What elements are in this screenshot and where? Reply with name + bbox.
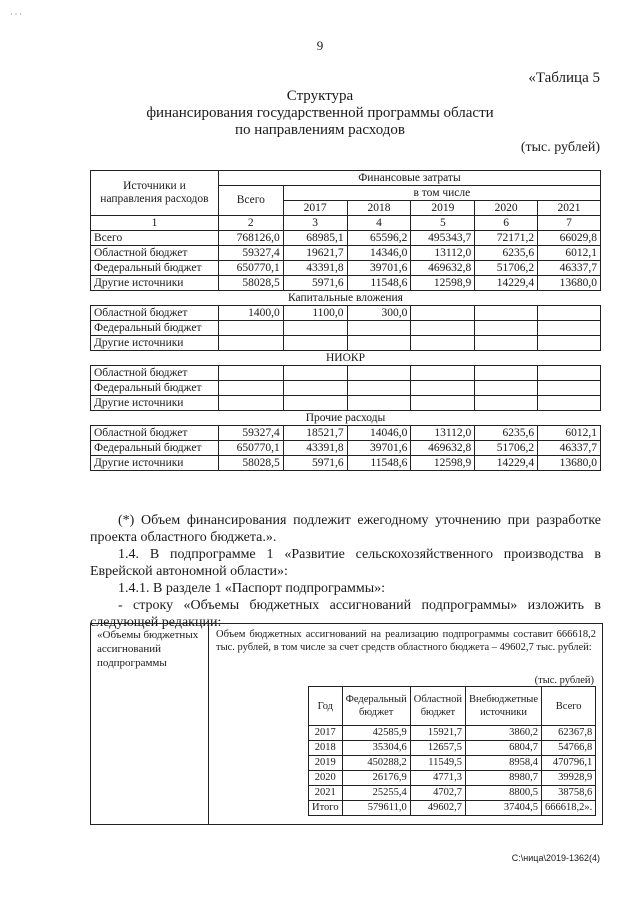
cell-value: 6012,1 [538,426,601,441]
cell-fed: 26176,9 [342,771,410,786]
cell-value: 13112,0 [411,426,475,441]
table-row [91,366,601,381]
page-number: 9 [316,38,324,53]
cell-value: 58028,5 [218,456,283,471]
cell-total: 62367,8 [542,726,596,741]
cell-value: 300,0 [347,306,411,321]
cell-value [538,336,601,351]
financing-structure-table [90,170,601,471]
cell-value [411,366,475,381]
cell-value [283,336,347,351]
cell-value: 19621,7 [283,246,347,261]
row-label: Областной бюджет [91,366,219,381]
column-number: 4 [347,216,411,231]
table-row [309,741,596,756]
table-row [91,321,601,336]
cell-value [411,396,475,411]
cell-value [538,381,601,396]
header-year: 2018 [347,201,411,216]
cell-value [347,366,411,381]
cell-obl: 4702,7 [410,786,465,801]
cell-value: 43391,8 [283,441,347,456]
header-year: Год [309,687,343,726]
cell-value: 13680,0 [538,456,601,471]
row-label: Областной бюджет [91,246,219,261]
paragraph-section: 1.4.1. В разделе 1 «Паспорт подпрограммы»: [118,581,386,596]
cell-value: 13680,0 [538,276,601,291]
cell-value: 5971,6 [283,456,347,471]
table-row [91,396,601,411]
cell-year: 2020 [309,771,343,786]
table-row [91,441,601,456]
header-financial-costs: Финансовые затраты [218,171,600,186]
cell-vne: 3860,2 [466,726,542,741]
table-row [309,756,596,771]
paragraph-subprogram: 1.4. В подпрограмме 1 «Развитие сельскохозяйственного производства в Еврейской автономной области»: [90,547,601,579]
cell-total: 39928,9 [542,771,596,786]
column-number: 6 [475,216,538,231]
cell-value [283,396,347,411]
paragraph-row-change: - строку «Объемы бюджетных ассигнований подпрограммы» изложить в следующей редакции: [90,598,601,630]
column-number: 3 [283,216,347,231]
row-label: Всего [91,231,219,246]
cell-year: 2017 [309,726,343,741]
cell-value [475,381,538,396]
cell-value [538,396,601,411]
row-label: Федеральный бюджет [91,441,219,456]
cell-value [538,366,601,381]
cell-value: 59327,4 [218,426,283,441]
table-row [91,456,601,471]
cell-value: 46337,7 [538,261,601,276]
cell-value: 39701,6 [347,441,411,456]
cell-total: 54766,8 [542,741,596,756]
cell-year: Итого [309,801,343,816]
header-regional: Областной бюджет [410,687,465,726]
cell-vne: 8980,7 [466,771,542,786]
column-number: 7 [538,216,601,231]
cell-value: 1100,0 [283,306,347,321]
cell-value: 14046,0 [347,426,411,441]
cell-fed: 35304,6 [342,741,410,756]
cell-value: 5971,6 [283,276,347,291]
row-label: Другие источники [91,456,219,471]
subprogram-units: (тыс. рублей) [534,675,594,686]
cell-value: 12598,9 [411,456,475,471]
column-number: 1 [91,216,219,231]
header-sources: Источники и направления расходов [91,171,219,216]
cell-value: 13112,0 [411,246,475,261]
cell-value: 58028,5 [218,276,283,291]
cell-total: 470796,1 [542,756,596,771]
subprogram-budget-table [308,686,596,816]
header-year: 2019 [411,201,475,216]
cell-value: 6012,1 [538,246,601,261]
cell-vne: 8958,4 [466,756,542,771]
cell-value: 39701,6 [347,261,411,276]
cell-value: 11548,6 [347,456,411,471]
cell-obl: 4771,3 [410,771,465,786]
cell-value: 650770,1 [218,441,283,456]
subprogram-budget-box [90,623,603,825]
cell-total: 666618,2». [542,801,596,816]
cell-value: 51706,2 [475,261,538,276]
scan-marks: · · · [10,10,22,19]
table-row [91,276,601,291]
cell-vne: 6804,7 [466,741,542,756]
cell-value [218,336,283,351]
cell-value: 72171,2 [475,231,538,246]
cell-value: 18521,7 [283,426,347,441]
table-row [91,381,601,396]
cell-value: 14229,4 [475,276,538,291]
cell-value [218,396,283,411]
row-label: Федеральный бюджет [91,321,219,336]
cell-value: 768126,0 [218,231,283,246]
cell-value: 469632,8 [411,261,475,276]
row-label: Другие источники [91,336,219,351]
cell-obl: 11549,5 [410,756,465,771]
table-row [309,726,596,741]
cell-value [283,381,347,396]
units-label: (тыс. рублей) [520,140,600,155]
table-row [91,426,601,441]
cell-value [283,366,347,381]
cell-value: 14346,0 [347,246,411,261]
cell-value: 469632,8 [411,441,475,456]
header-extrabudgetary: Внебюджетные источники [466,687,542,726]
cell-value: 51706,2 [475,441,538,456]
cell-value: 66029,8 [538,231,601,246]
cell-value [475,366,538,381]
cell-value [411,336,475,351]
cell-year: 2021 [309,786,343,801]
row-label: Областной бюджет [91,426,219,441]
header-including: в том числе [283,186,600,201]
cell-obl: 15921,7 [410,726,465,741]
header-total: Всего [218,186,283,216]
table-label: «Таблица 5 [528,70,600,86]
row-label: Другие источники [91,396,219,411]
row-label: Федеральный бюджет [91,381,219,396]
table-row [309,801,596,816]
cell-vne: 8800,5 [466,786,542,801]
cell-value: 68985,1 [283,231,347,246]
subprogram-budget-label: «Объемы бюджетных ассигнований подпрограммы [91,624,209,824]
cell-value [347,336,411,351]
table-row [91,336,601,351]
cell-value [411,306,475,321]
cell-value: 46337,7 [538,441,601,456]
header-federal: Федеральный бюджет [342,687,410,726]
title-line-3: по направлениям расходов [234,122,405,138]
cell-value: 14229,4 [475,456,538,471]
cell-obl: 49602,7 [410,801,465,816]
cell-value: 6235,6 [475,246,538,261]
subprogram-budget-content [210,624,602,824]
row-label: Федеральный бюджет [91,261,219,276]
cell-value: 6235,6 [475,426,538,441]
cell-year: 2019 [309,756,343,771]
table-row [91,261,601,276]
subprogram-budget-text: Объем бюджетных ассигнований на реализацию подпрограммы составит 666618,2 тыс. рублей, в том числе за счет средств областного бюджета – 49602,7 тыс. рублей: [216,629,596,653]
table-row [91,246,601,261]
cell-value [218,381,283,396]
column-number: 5 [411,216,475,231]
cell-value [475,336,538,351]
section-niokr: НИОКР [91,351,601,366]
table-row [309,771,596,786]
header-total: Всего [542,687,596,726]
cell-obl: 12657,5 [410,741,465,756]
table-row [309,786,596,801]
cell-value [218,321,283,336]
section-capital-investments: Капитальные вложения [91,291,601,306]
cell-vne: 37404,5 [466,801,542,816]
cell-value: 59327,4 [218,246,283,261]
title-line-1: Структура [286,88,354,104]
cell-value: 12598,9 [411,276,475,291]
row-label: Другие источники [91,276,219,291]
cell-fed: 579611,0 [342,801,410,816]
cell-year: 2018 [309,741,343,756]
row-label: Областной бюджет [91,306,219,321]
cell-total: 38758,6 [542,786,596,801]
cell-value: 65596,2 [347,231,411,246]
cell-value [411,321,475,336]
cell-value: 650770,1 [218,261,283,276]
section-other-expenses: Прочие расходы [91,411,601,426]
document-code: С:\ница\2019-1362(4) [511,853,600,863]
cell-value [411,381,475,396]
table-row [91,306,601,321]
cell-value [347,381,411,396]
title-line-2: финансирования государственной программы области [146,105,494,121]
cell-value [475,306,538,321]
header-year: 2017 [283,201,347,216]
cell-fed: 450288,2 [342,756,410,771]
cell-value [538,306,601,321]
cell-value: 43391,8 [283,261,347,276]
cell-fed: 25255,4 [342,786,410,801]
cell-value: 11548,6 [347,276,411,291]
cell-value [475,396,538,411]
cell-value [475,321,538,336]
header-year: 2021 [538,201,601,216]
cell-value [283,321,347,336]
cell-value: 1400,0 [218,306,283,321]
column-number: 2 [218,216,283,231]
header-year: 2020 [475,201,538,216]
table-row [91,231,601,246]
cell-fed: 42585,9 [342,726,410,741]
paragraph-footnote: (*) Объем финансирования подлежит ежегодному уточнению при разработке проекта областного бюджета.». [90,513,601,545]
cell-value [218,366,283,381]
cell-value [347,321,411,336]
cell-value: 495343,7 [411,231,475,246]
cell-value [347,396,411,411]
cell-value [538,321,601,336]
